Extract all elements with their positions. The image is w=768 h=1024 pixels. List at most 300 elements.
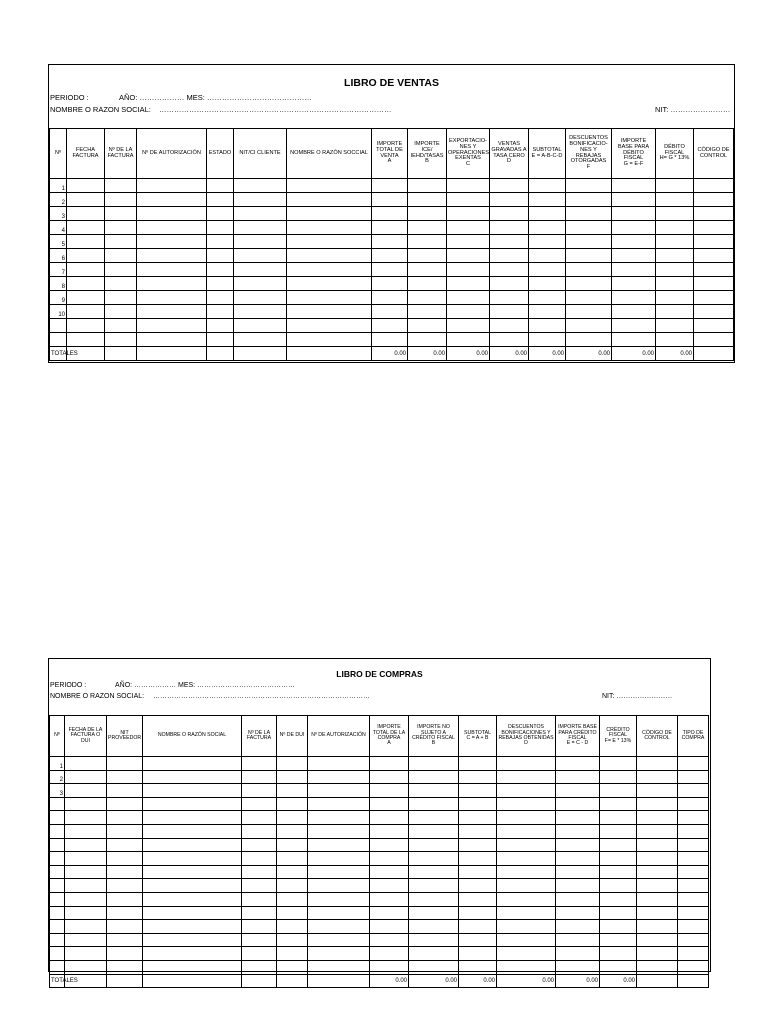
compras-cell[interactable] xyxy=(107,797,143,811)
compras-cell[interactable] xyxy=(637,852,678,866)
ventas-cell[interactable] xyxy=(529,305,566,319)
ventas-cell[interactable] xyxy=(490,291,529,305)
compras-cell[interactable] xyxy=(600,838,637,852)
compras-cell[interactable] xyxy=(370,879,409,893)
ventas-cell[interactable] xyxy=(656,291,694,305)
ventas-cell[interactable] xyxy=(234,333,287,347)
compras-cell[interactable] xyxy=(143,852,242,866)
compras-cell[interactable] xyxy=(370,784,409,798)
compras-cell[interactable] xyxy=(459,784,497,798)
ventas-cell[interactable] xyxy=(207,277,234,291)
compras-cell[interactable] xyxy=(600,811,637,825)
compras-cell[interactable] xyxy=(600,865,637,879)
compras-cell[interactable] xyxy=(556,770,600,784)
compras-cell[interactable] xyxy=(308,811,370,825)
ventas-cell[interactable] xyxy=(372,249,408,263)
ventas-cell[interactable] xyxy=(137,179,207,193)
compras-cell[interactable] xyxy=(65,947,107,961)
compras-cell[interactable] xyxy=(370,757,409,771)
compras-cell[interactable] xyxy=(637,784,678,798)
compras-cell[interactable] xyxy=(308,933,370,947)
compras-cell[interactable] xyxy=(143,770,242,784)
ventas-cell[interactable] xyxy=(490,207,529,221)
ventas-cell[interactable] xyxy=(207,319,234,333)
ventas-cell[interactable] xyxy=(287,207,372,221)
compras-cell[interactable] xyxy=(107,879,143,893)
compras-cell[interactable] xyxy=(143,865,242,879)
ventas-cell[interactable] xyxy=(67,333,105,347)
compras-cell[interactable] xyxy=(277,865,308,879)
compras-cell[interactable] xyxy=(497,865,556,879)
compras-cell[interactable] xyxy=(370,811,409,825)
compras-cell[interactable] xyxy=(107,770,143,784)
compras-cell[interactable] xyxy=(277,879,308,893)
compras-cell[interactable] xyxy=(242,906,277,920)
compras-cell[interactable] xyxy=(308,879,370,893)
ventas-cell[interactable] xyxy=(566,249,612,263)
ventas-cell[interactable] xyxy=(234,221,287,235)
compras-cell[interactable] xyxy=(678,811,709,825)
ventas-cell[interactable] xyxy=(490,249,529,263)
ventas-cell[interactable] xyxy=(566,277,612,291)
compras-cell[interactable] xyxy=(678,757,709,771)
compras-cell[interactable] xyxy=(459,920,497,934)
compras-cell[interactable] xyxy=(143,920,242,934)
compras-cell[interactable] xyxy=(600,770,637,784)
ventas-cell[interactable] xyxy=(67,193,105,207)
compras-cell[interactable] xyxy=(600,852,637,866)
compras-cell[interactable] xyxy=(678,892,709,906)
compras-cell[interactable] xyxy=(277,933,308,947)
ventas-anio-mes-field[interactable]: AÑO: ……………… MES: …………………………………… xyxy=(119,93,312,102)
compras-cell[interactable] xyxy=(143,906,242,920)
ventas-cell[interactable] xyxy=(447,333,490,347)
ventas-cell[interactable] xyxy=(105,263,137,277)
compras-cell[interactable] xyxy=(308,784,370,798)
compras-cell[interactable] xyxy=(107,933,143,947)
compras-cell[interactable] xyxy=(277,797,308,811)
compras-cell[interactable] xyxy=(242,811,277,825)
compras-cell[interactable] xyxy=(65,797,107,811)
ventas-cell[interactable] xyxy=(694,235,734,249)
compras-cell[interactable] xyxy=(497,770,556,784)
compras-cell[interactable] xyxy=(556,757,600,771)
ventas-cell[interactable] xyxy=(566,179,612,193)
ventas-cell[interactable] xyxy=(447,291,490,305)
compras-cell[interactable] xyxy=(65,960,107,974)
compras-cell[interactable] xyxy=(65,770,107,784)
compras-cell[interactable] xyxy=(308,838,370,852)
compras-cell[interactable] xyxy=(637,757,678,771)
ventas-cell[interactable] xyxy=(408,319,447,333)
compras-cell[interactable] xyxy=(600,879,637,893)
compras-cell[interactable] xyxy=(600,947,637,961)
compras-cell[interactable] xyxy=(556,947,600,961)
compras-cell[interactable] xyxy=(65,906,107,920)
compras-cell[interactable] xyxy=(308,947,370,961)
compras-cell[interactable] xyxy=(459,824,497,838)
ventas-cell[interactable] xyxy=(408,333,447,347)
compras-cell[interactable] xyxy=(277,838,308,852)
compras-cell[interactable] xyxy=(277,892,308,906)
compras-cell[interactable] xyxy=(600,933,637,947)
compras-cell[interactable] xyxy=(459,770,497,784)
ventas-cell[interactable] xyxy=(694,249,734,263)
ventas-cell[interactable] xyxy=(137,333,207,347)
ventas-cell[interactable] xyxy=(67,249,105,263)
ventas-cell[interactable] xyxy=(67,179,105,193)
ventas-cell[interactable] xyxy=(447,319,490,333)
compras-cell[interactable] xyxy=(637,797,678,811)
ventas-cell[interactable] xyxy=(529,263,566,277)
ventas-cell[interactable] xyxy=(105,305,137,319)
ventas-cell[interactable] xyxy=(234,319,287,333)
ventas-cell[interactable] xyxy=(287,319,372,333)
ventas-cell[interactable] xyxy=(447,249,490,263)
compras-cell[interactable] xyxy=(497,879,556,893)
compras-cell[interactable] xyxy=(459,906,497,920)
ventas-cell[interactable] xyxy=(447,179,490,193)
compras-cell[interactable] xyxy=(600,757,637,771)
ventas-cell[interactable] xyxy=(67,277,105,291)
compras-cell[interactable] xyxy=(65,852,107,866)
ventas-razon-social-field[interactable]: ………………………………………………………………………………… xyxy=(159,105,392,114)
ventas-cell[interactable] xyxy=(694,263,734,277)
compras-cell[interactable] xyxy=(409,892,459,906)
ventas-cell[interactable] xyxy=(137,249,207,263)
ventas-cell[interactable] xyxy=(447,193,490,207)
ventas-cell[interactable] xyxy=(207,207,234,221)
compras-cell[interactable] xyxy=(497,920,556,934)
compras-cell[interactable] xyxy=(556,811,600,825)
ventas-cell[interactable] xyxy=(529,235,566,249)
ventas-cell[interactable] xyxy=(67,319,105,333)
compras-cell[interactable] xyxy=(497,960,556,974)
ventas-cell[interactable] xyxy=(656,305,694,319)
ventas-cell[interactable] xyxy=(408,235,447,249)
ventas-cell[interactable] xyxy=(408,207,447,221)
compras-nit-field[interactable]: NIT: …………………… xyxy=(602,693,673,700)
ventas-cell[interactable] xyxy=(408,221,447,235)
compras-cell[interactable] xyxy=(107,824,143,838)
ventas-cell[interactable] xyxy=(67,263,105,277)
compras-cell[interactable] xyxy=(459,811,497,825)
compras-cell[interactable] xyxy=(370,920,409,934)
ventas-cell[interactable] xyxy=(287,193,372,207)
compras-cell[interactable] xyxy=(459,933,497,947)
compras-cell[interactable] xyxy=(497,784,556,798)
compras-cell[interactable] xyxy=(242,770,277,784)
compras-cell[interactable] xyxy=(277,920,308,934)
ventas-cell[interactable] xyxy=(612,249,656,263)
ventas-cell[interactable] xyxy=(207,179,234,193)
compras-cell[interactable] xyxy=(242,784,277,798)
ventas-cell[interactable] xyxy=(529,221,566,235)
compras-cell[interactable] xyxy=(637,879,678,893)
ventas-cell[interactable] xyxy=(566,333,612,347)
compras-cell[interactable] xyxy=(556,852,600,866)
ventas-cell[interactable] xyxy=(372,221,408,235)
ventas-cell[interactable] xyxy=(67,305,105,319)
compras-cell[interactable] xyxy=(497,838,556,852)
compras-cell[interactable] xyxy=(308,892,370,906)
ventas-cell[interactable] xyxy=(372,193,408,207)
ventas-cell[interactable] xyxy=(137,291,207,305)
ventas-cell[interactable] xyxy=(694,291,734,305)
ventas-cell[interactable] xyxy=(234,305,287,319)
compras-cell[interactable] xyxy=(637,960,678,974)
compras-cell[interactable] xyxy=(678,947,709,961)
compras-cell[interactable] xyxy=(497,811,556,825)
compras-cell[interactable] xyxy=(409,770,459,784)
compras-cell[interactable] xyxy=(107,960,143,974)
ventas-cell[interactable] xyxy=(408,291,447,305)
compras-cell[interactable] xyxy=(242,960,277,974)
ventas-cell[interactable] xyxy=(490,319,529,333)
compras-cell[interactable] xyxy=(308,865,370,879)
ventas-cell[interactable] xyxy=(656,179,694,193)
compras-cell[interactable] xyxy=(600,784,637,798)
compras-cell[interactable] xyxy=(459,865,497,879)
compras-cell[interactable] xyxy=(370,838,409,852)
compras-cell[interactable] xyxy=(459,797,497,811)
compras-cell[interactable] xyxy=(497,892,556,906)
ventas-cell[interactable] xyxy=(105,249,137,263)
ventas-cell[interactable] xyxy=(612,235,656,249)
ventas-cell[interactable] xyxy=(137,319,207,333)
compras-cell[interactable] xyxy=(497,933,556,947)
compras-cell[interactable] xyxy=(107,947,143,961)
compras-cell[interactable] xyxy=(277,784,308,798)
compras-cell[interactable] xyxy=(143,892,242,906)
compras-cell[interactable] xyxy=(143,784,242,798)
compras-cell[interactable] xyxy=(308,797,370,811)
compras-cell[interactable] xyxy=(497,852,556,866)
ventas-cell[interactable] xyxy=(287,277,372,291)
compras-cell[interactable] xyxy=(277,960,308,974)
compras-cell[interactable] xyxy=(107,784,143,798)
compras-cell[interactable] xyxy=(107,852,143,866)
compras-cell[interactable] xyxy=(277,770,308,784)
ventas-cell[interactable] xyxy=(490,179,529,193)
compras-cell[interactable] xyxy=(277,906,308,920)
compras-cell[interactable] xyxy=(556,906,600,920)
compras-cell[interactable] xyxy=(242,852,277,866)
compras-cell[interactable] xyxy=(370,892,409,906)
ventas-cell[interactable] xyxy=(408,277,447,291)
compras-cell[interactable] xyxy=(459,947,497,961)
compras-cell[interactable] xyxy=(107,811,143,825)
ventas-cell[interactable] xyxy=(207,305,234,319)
ventas-cell[interactable] xyxy=(137,207,207,221)
ventas-cell[interactable] xyxy=(207,193,234,207)
compras-cell[interactable] xyxy=(678,824,709,838)
compras-cell[interactable] xyxy=(107,838,143,852)
ventas-cell[interactable] xyxy=(287,263,372,277)
compras-cell[interactable] xyxy=(459,892,497,906)
compras-anio-mes-field[interactable]: AÑO: ……………… MES: …………………………………… xyxy=(115,682,296,689)
ventas-cell[interactable] xyxy=(447,305,490,319)
ventas-cell[interactable] xyxy=(67,291,105,305)
ventas-cell[interactable] xyxy=(529,333,566,347)
compras-cell[interactable] xyxy=(600,797,637,811)
ventas-cell[interactable] xyxy=(408,249,447,263)
ventas-cell[interactable] xyxy=(529,277,566,291)
ventas-cell[interactable] xyxy=(207,263,234,277)
compras-cell[interactable] xyxy=(409,811,459,825)
compras-cell[interactable] xyxy=(242,757,277,771)
ventas-cell[interactable] xyxy=(105,179,137,193)
compras-cell[interactable] xyxy=(308,920,370,934)
ventas-cell[interactable] xyxy=(207,221,234,235)
ventas-cell[interactable] xyxy=(372,207,408,221)
ventas-cell[interactable] xyxy=(137,277,207,291)
compras-cell[interactable] xyxy=(65,879,107,893)
ventas-cell[interactable] xyxy=(105,193,137,207)
ventas-cell[interactable] xyxy=(694,221,734,235)
ventas-cell[interactable] xyxy=(566,291,612,305)
ventas-cell[interactable] xyxy=(656,277,694,291)
compras-cell[interactable] xyxy=(409,960,459,974)
compras-cell[interactable] xyxy=(556,838,600,852)
compras-cell[interactable] xyxy=(370,933,409,947)
compras-cell[interactable] xyxy=(370,960,409,974)
compras-cell[interactable] xyxy=(65,892,107,906)
ventas-cell[interactable] xyxy=(67,207,105,221)
compras-cell[interactable] xyxy=(409,865,459,879)
compras-cell[interactable] xyxy=(637,947,678,961)
ventas-cell[interactable] xyxy=(234,291,287,305)
ventas-cell[interactable] xyxy=(372,333,408,347)
ventas-cell[interactable] xyxy=(694,193,734,207)
ventas-cell[interactable] xyxy=(234,179,287,193)
ventas-cell[interactable] xyxy=(566,319,612,333)
ventas-cell[interactable] xyxy=(656,207,694,221)
compras-cell[interactable] xyxy=(107,865,143,879)
compras-cell[interactable] xyxy=(370,770,409,784)
ventas-cell[interactable] xyxy=(234,193,287,207)
ventas-cell[interactable] xyxy=(566,263,612,277)
ventas-cell[interactable] xyxy=(287,235,372,249)
compras-cell[interactable] xyxy=(637,824,678,838)
compras-cell[interactable] xyxy=(556,920,600,934)
ventas-cell[interactable] xyxy=(612,221,656,235)
ventas-cell[interactable] xyxy=(207,291,234,305)
compras-cell[interactable] xyxy=(242,797,277,811)
compras-cell[interactable] xyxy=(409,784,459,798)
compras-cell[interactable] xyxy=(107,892,143,906)
compras-cell[interactable] xyxy=(143,879,242,893)
compras-cell[interactable] xyxy=(65,811,107,825)
compras-cell[interactable] xyxy=(556,960,600,974)
compras-cell[interactable] xyxy=(678,906,709,920)
ventas-cell[interactable] xyxy=(408,179,447,193)
compras-cell[interactable] xyxy=(678,920,709,934)
compras-cell[interactable] xyxy=(459,852,497,866)
ventas-cell[interactable] xyxy=(656,221,694,235)
compras-cell[interactable] xyxy=(143,947,242,961)
ventas-cell[interactable] xyxy=(490,277,529,291)
compras-cell[interactable] xyxy=(678,770,709,784)
compras-cell[interactable] xyxy=(65,933,107,947)
compras-cell[interactable] xyxy=(143,757,242,771)
compras-cell[interactable] xyxy=(556,865,600,879)
compras-cell[interactable] xyxy=(409,852,459,866)
compras-cell[interactable] xyxy=(370,852,409,866)
compras-cell[interactable] xyxy=(242,824,277,838)
ventas-cell[interactable] xyxy=(694,207,734,221)
compras-cell[interactable] xyxy=(409,933,459,947)
compras-razon-social-field[interactable]: ………………………………………………………………………………… xyxy=(153,693,370,700)
ventas-cell[interactable] xyxy=(566,305,612,319)
compras-cell[interactable] xyxy=(308,852,370,866)
ventas-cell[interactable] xyxy=(105,319,137,333)
compras-cell[interactable] xyxy=(637,892,678,906)
compras-cell[interactable] xyxy=(409,757,459,771)
ventas-cell[interactable] xyxy=(612,193,656,207)
ventas-cell[interactable] xyxy=(566,207,612,221)
ventas-cell[interactable] xyxy=(612,291,656,305)
compras-cell[interactable] xyxy=(107,920,143,934)
ventas-cell[interactable] xyxy=(447,263,490,277)
compras-cell[interactable] xyxy=(277,824,308,838)
compras-cell[interactable] xyxy=(143,797,242,811)
ventas-cell[interactable] xyxy=(447,207,490,221)
ventas-cell[interactable] xyxy=(287,291,372,305)
compras-cell[interactable] xyxy=(277,757,308,771)
compras-cell[interactable] xyxy=(637,920,678,934)
ventas-cell[interactable] xyxy=(612,263,656,277)
ventas-cell[interactable] xyxy=(287,305,372,319)
compras-cell[interactable] xyxy=(600,960,637,974)
ventas-cell[interactable] xyxy=(207,235,234,249)
compras-cell[interactable] xyxy=(65,865,107,879)
compras-cell[interactable] xyxy=(107,757,143,771)
ventas-cell[interactable] xyxy=(656,193,694,207)
compras-cell[interactable] xyxy=(637,811,678,825)
ventas-cell[interactable] xyxy=(612,305,656,319)
ventas-cell[interactable] xyxy=(566,221,612,235)
ventas-cell[interactable] xyxy=(408,305,447,319)
compras-cell[interactable] xyxy=(556,933,600,947)
ventas-cell[interactable] xyxy=(234,277,287,291)
ventas-cell[interactable] xyxy=(694,305,734,319)
compras-cell[interactable] xyxy=(637,933,678,947)
compras-cell[interactable] xyxy=(308,824,370,838)
compras-cell[interactable] xyxy=(678,865,709,879)
ventas-cell[interactable] xyxy=(694,179,734,193)
ventas-cell[interactable] xyxy=(408,193,447,207)
compras-cell[interactable] xyxy=(678,797,709,811)
compras-cell[interactable] xyxy=(308,770,370,784)
compras-cell[interactable] xyxy=(370,797,409,811)
compras-cell[interactable] xyxy=(242,879,277,893)
ventas-cell[interactable] xyxy=(137,235,207,249)
ventas-cell[interactable] xyxy=(490,263,529,277)
ventas-cell[interactable] xyxy=(529,179,566,193)
ventas-cell[interactable] xyxy=(105,291,137,305)
compras-cell[interactable] xyxy=(556,879,600,893)
compras-cell[interactable] xyxy=(277,811,308,825)
ventas-cell[interactable] xyxy=(105,221,137,235)
compras-cell[interactable] xyxy=(308,906,370,920)
ventas-cell[interactable] xyxy=(529,193,566,207)
ventas-cell[interactable] xyxy=(105,207,137,221)
ventas-cell[interactable] xyxy=(234,207,287,221)
compras-cell[interactable] xyxy=(637,770,678,784)
ventas-cell[interactable] xyxy=(105,235,137,249)
compras-cell[interactable] xyxy=(107,906,143,920)
